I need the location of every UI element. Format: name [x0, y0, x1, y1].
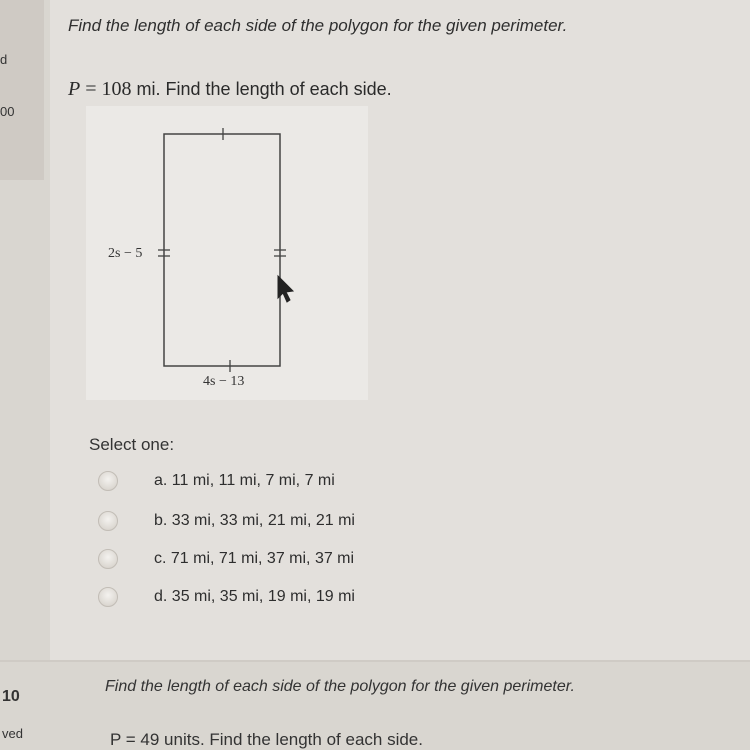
- next-question-status: ved: [2, 726, 23, 741]
- perimeter-variable: P: [68, 78, 81, 100]
- option-c[interactable]: [98, 546, 354, 572]
- side-length-label: 2s − 5: [108, 246, 143, 261]
- perimeter-rest: mi. Find the length of each side.: [131, 79, 392, 99]
- radio-option-a[interactable]: [98, 471, 118, 491]
- option-d-label: d. 35 mi, 35 mi, 19 mi, 19 mi: [154, 588, 355, 605]
- question-status-text: d: [0, 52, 8, 67]
- option-a-label: a. 11 mi, 11 mi, 7 mi, 7 mi: [154, 472, 335, 489]
- question-info-panel: [0, 0, 44, 180]
- rectangle-shape: [164, 134, 280, 366]
- option-a[interactable]: [98, 468, 335, 494]
- select-one-label: Select one:: [89, 435, 175, 454]
- rectangle-figure: [86, 106, 368, 400]
- next-question-perimeter: P = 49 units. Find the length of each side.: [110, 730, 423, 749]
- perimeter-equals: =: [85, 78, 97, 100]
- option-b-label: b. 33 mi, 33 mi, 21 mi, 21 mi: [154, 512, 355, 529]
- question-title: Find the length of each side of the polygon for the given perimeter.: [68, 16, 568, 35]
- question-divider: [0, 660, 750, 662]
- radio-option-b[interactable]: [98, 511, 118, 531]
- option-c-label: c. 71 mi, 71 mi, 37 mi, 37 mi: [154, 550, 355, 567]
- radio-option-d[interactable]: [98, 587, 118, 607]
- bottom-length-label: 4s − 13: [203, 374, 245, 389]
- next-question-title: Find the length of each side of the polygon for the given perimeter.: [105, 678, 575, 695]
- option-b[interactable]: [98, 508, 355, 534]
- question-points-text: 00: [0, 104, 15, 119]
- perimeter-statement: [68, 78, 392, 101]
- next-question-number: 10: [2, 688, 20, 705]
- perimeter-value: 108: [101, 78, 132, 100]
- option-d[interactable]: [98, 584, 355, 610]
- radio-option-c[interactable]: [98, 549, 118, 569]
